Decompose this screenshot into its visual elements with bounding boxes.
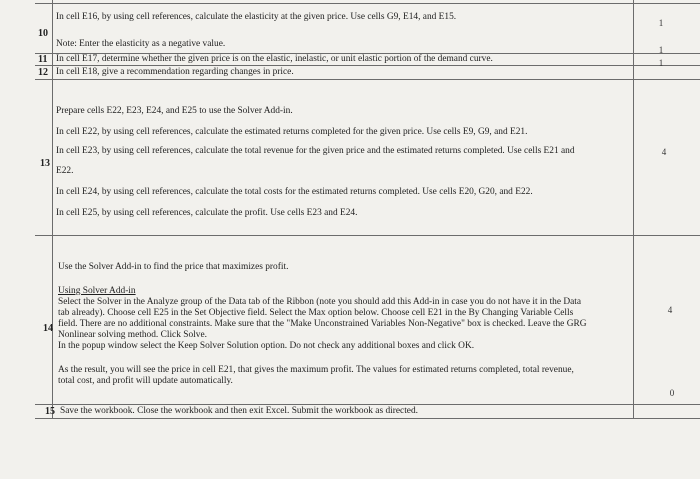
points-column-divider <box>633 0 634 418</box>
row-number-divider <box>52 0 53 418</box>
row-number: 10 <box>38 28 48 39</box>
row-text: Note: Enter the elasticity as a negative value. <box>56 39 226 49</box>
row-divider <box>35 418 700 419</box>
row-divider <box>35 235 700 236</box>
row-text: In the popup window select the Keep Solver Solution option. Do not check any additional boxes and click OK. <box>58 341 475 351</box>
row-text: In cell E23, by using cell references, calculate the total revenue for the given price and the estimated returns completed. Use cells E21 and <box>56 146 575 156</box>
row-text: Prepare cells E22, E23, E24, and E25 to use the Solver Add-in. <box>56 106 293 116</box>
row-divider <box>35 79 700 80</box>
row-text: Using Solver Add-in <box>58 286 136 296</box>
row-number: 12 <box>38 67 48 78</box>
row-text: field. There are no additional constraints. Make sure that the "Make Unconstrained Variables Non-Negative" box is checked. Leave the GRG <box>58 319 587 329</box>
row-points: 1 <box>658 18 664 28</box>
row-points: 4 <box>667 305 673 315</box>
row-number: 14 <box>43 323 53 334</box>
row-number: 11 <box>38 54 48 65</box>
row-text: In cell E17, determine whether the given price is on the elastic, inelastic, or unit elastic portion of the demand curve. <box>56 54 493 64</box>
row-text: In cell E25, by using cell references, calculate the profit. Use cells E23 and E24. <box>56 208 358 218</box>
row-text: total cost, and profit will update automatically. <box>58 376 233 386</box>
row-text: As the result, you will see the price in cell E21, that gives the maximum profit. The values for estimated returns completed, total revenue, <box>58 365 574 375</box>
row-points: 1 <box>658 45 664 55</box>
row-text: In cell E16, by using cell references, calculate the elasticity at the given price. Use cells G9, E14, and E15. <box>56 12 457 22</box>
row-text: In cell E18, give a recommendation regarding changes in price. <box>56 67 294 77</box>
row-text: In cell E24, by using cell references, calculate the total costs for the estimated returns completed. Use cells E20, G20, and E22. <box>56 187 533 197</box>
row-number: 13 <box>40 158 50 169</box>
row-text: Nonlinear solving method. Click Solve. <box>58 330 207 340</box>
row-divider <box>35 3 700 4</box>
row-text: Select the Solver in the Analyze group of the Data tab of the Ribbon (note you should add this Add-in in case you do not have it in the Data <box>58 297 582 307</box>
row-text: Save the workbook. Close the workbook and then exit Excel. Submit the workbook as directed. <box>60 406 418 416</box>
row-text: Use the Solver Add-in to find the price that maximizes profit. <box>58 262 289 272</box>
row-points: 4 <box>661 147 667 157</box>
row-number: 15 <box>45 406 55 417</box>
row-text: In cell E22, by using cell references, calculate the estimated returns completed for the given price. Use cells E9, G9, and E21. <box>56 127 528 137</box>
row-text: E22. <box>56 166 74 176</box>
row-points: 1 <box>658 58 664 68</box>
row-text: tab already). Choose cell E25 in the Set Objective field. Select the Max option below. Choose cell E21 in the By Changing Variable Cells <box>58 308 574 318</box>
row-points: 0 <box>669 388 675 398</box>
row-divider <box>35 65 700 66</box>
row-divider <box>35 404 700 405</box>
